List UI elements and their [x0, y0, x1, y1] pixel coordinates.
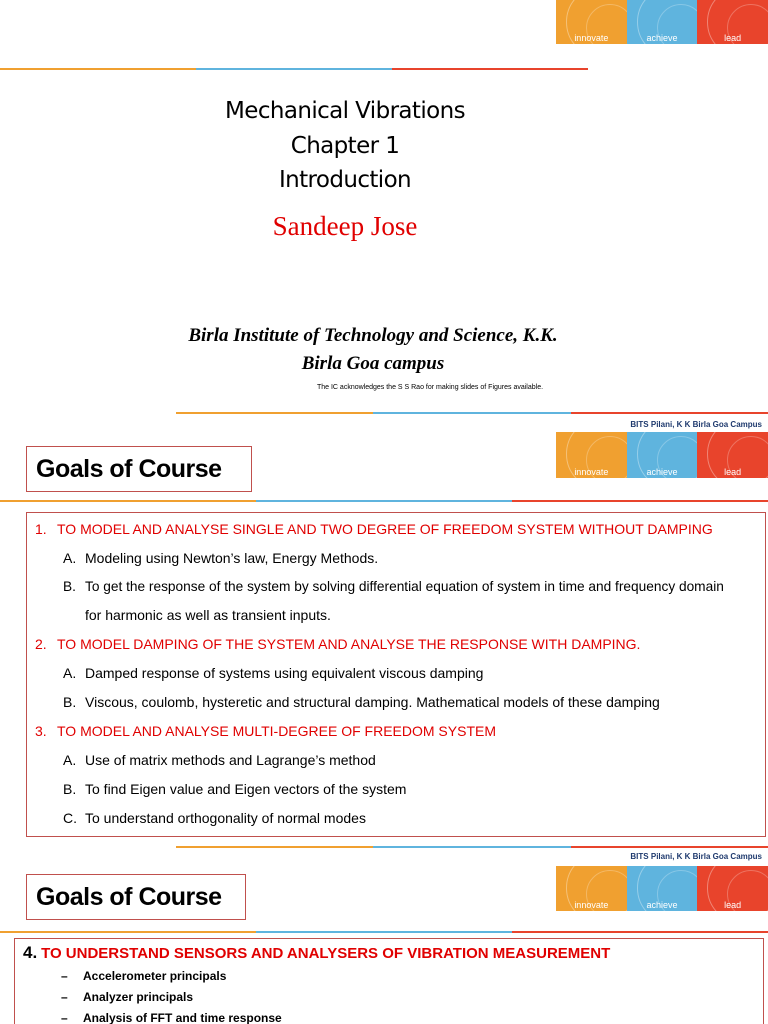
goal-4-bullet-1: – Accelerometer principals: [61, 969, 227, 983]
goal-1-item-b-cont: for harmonic as well as transient inputs.: [85, 607, 331, 623]
slide-title: [0, 0, 768, 420]
footer-campus: BITS Pilani, K K Birla Goa Campus: [630, 420, 762, 429]
brand-word-lead: lead: [724, 467, 742, 477]
title-line-1: Mechanical Vibrations: [225, 98, 465, 124]
slide-goals-2: [0, 848, 768, 1024]
brand-word-lead: lead: [724, 33, 742, 43]
goal-heading-2: 2. TO MODEL DAMPING OF THE SYSTEM AND ANALYSE THE RESPONSE WITH DAMPING.: [35, 636, 641, 652]
slide-title-box: Goals of Course: [26, 446, 252, 492]
goal-heading-3: 3. TO MODEL AND ANALYSE MULTI-DEGREE OF FREEDOM SYSTEM: [35, 723, 496, 739]
goal-1-item-b: B. To get the response of the system by solving differential equation of system in time and frequency domain: [63, 579, 724, 594]
goal-3-item-b: B. To find Eigen value and Eigen vectors of the system: [63, 781, 407, 797]
slide-title-box: Goals of Course: [26, 874, 246, 920]
brand-word-achieve: achieve: [646, 33, 678, 43]
goals-content-box: [26, 512, 766, 837]
goals-content-box: [14, 938, 764, 1024]
footer-campus: BITS Pilani, K K Birla Goa Campus: [630, 852, 762, 861]
brand-banner: [556, 866, 768, 911]
institution-line-2: Birla Goa campus: [301, 353, 445, 374]
goal-2-item-b: B. Viscous, coulomb, hysteretic and structural damping. Mathematical models of these damping: [63, 694, 660, 710]
brand-word-innovate: innovate: [574, 467, 609, 477]
goal-4-bullet-2: – Analyzer principals: [61, 990, 194, 1004]
header-divider: [0, 500, 768, 502]
goal-heading-1: 1. TO MODEL AND ANALYSE SINGLE AND TWO DEGREE OF FREEDOM SYSTEM WITHOUT DAMPING: [35, 521, 713, 537]
brand-word-achieve: achieve: [646, 900, 678, 910]
institution-line-1: Birla Institute of Technology and Science, K.K.: [188, 325, 558, 346]
title-line-3: Introduction: [278, 167, 412, 193]
author-name: Sandeep Jose: [272, 211, 418, 241]
acknowledgement: The IC acknowledges the S S Rao for making slides of Figures available.: [316, 384, 544, 391]
brand-banner: [556, 432, 768, 478]
bottom-divider: [176, 412, 768, 414]
goal-1-item-a: A. Modeling using Newton’s law, Energy Methods.: [63, 550, 379, 566]
top-divider: [0, 68, 588, 70]
goal-heading-4: 4. TO UNDERSTAND SENSORS AND ANALYSERS OF VIBRATION MEASUREMENT: [23, 943, 611, 962]
goal-4-bullet-3: – Analysis of FFT and time response: [61, 1011, 282, 1024]
slide-goals-1: [0, 420, 768, 848]
brand-word-achieve: achieve: [646, 467, 678, 477]
brand-word-innovate: innovate: [574, 900, 609, 910]
goal-2-item-a: A. Damped response of systems using equivalent viscous damping: [63, 665, 484, 681]
title-line-2: Chapter 1: [290, 133, 400, 159]
brand-word-innovate: innovate: [574, 33, 609, 43]
brand-banner: [556, 0, 768, 44]
header-divider: [0, 931, 768, 933]
brand-word-lead: lead: [724, 900, 742, 910]
goal-3-item-a: A. Use of matrix methods and Lagrange’s method: [63, 752, 376, 768]
goal-3-item-c: C. To understand orthogonality of normal modes: [63, 810, 366, 826]
